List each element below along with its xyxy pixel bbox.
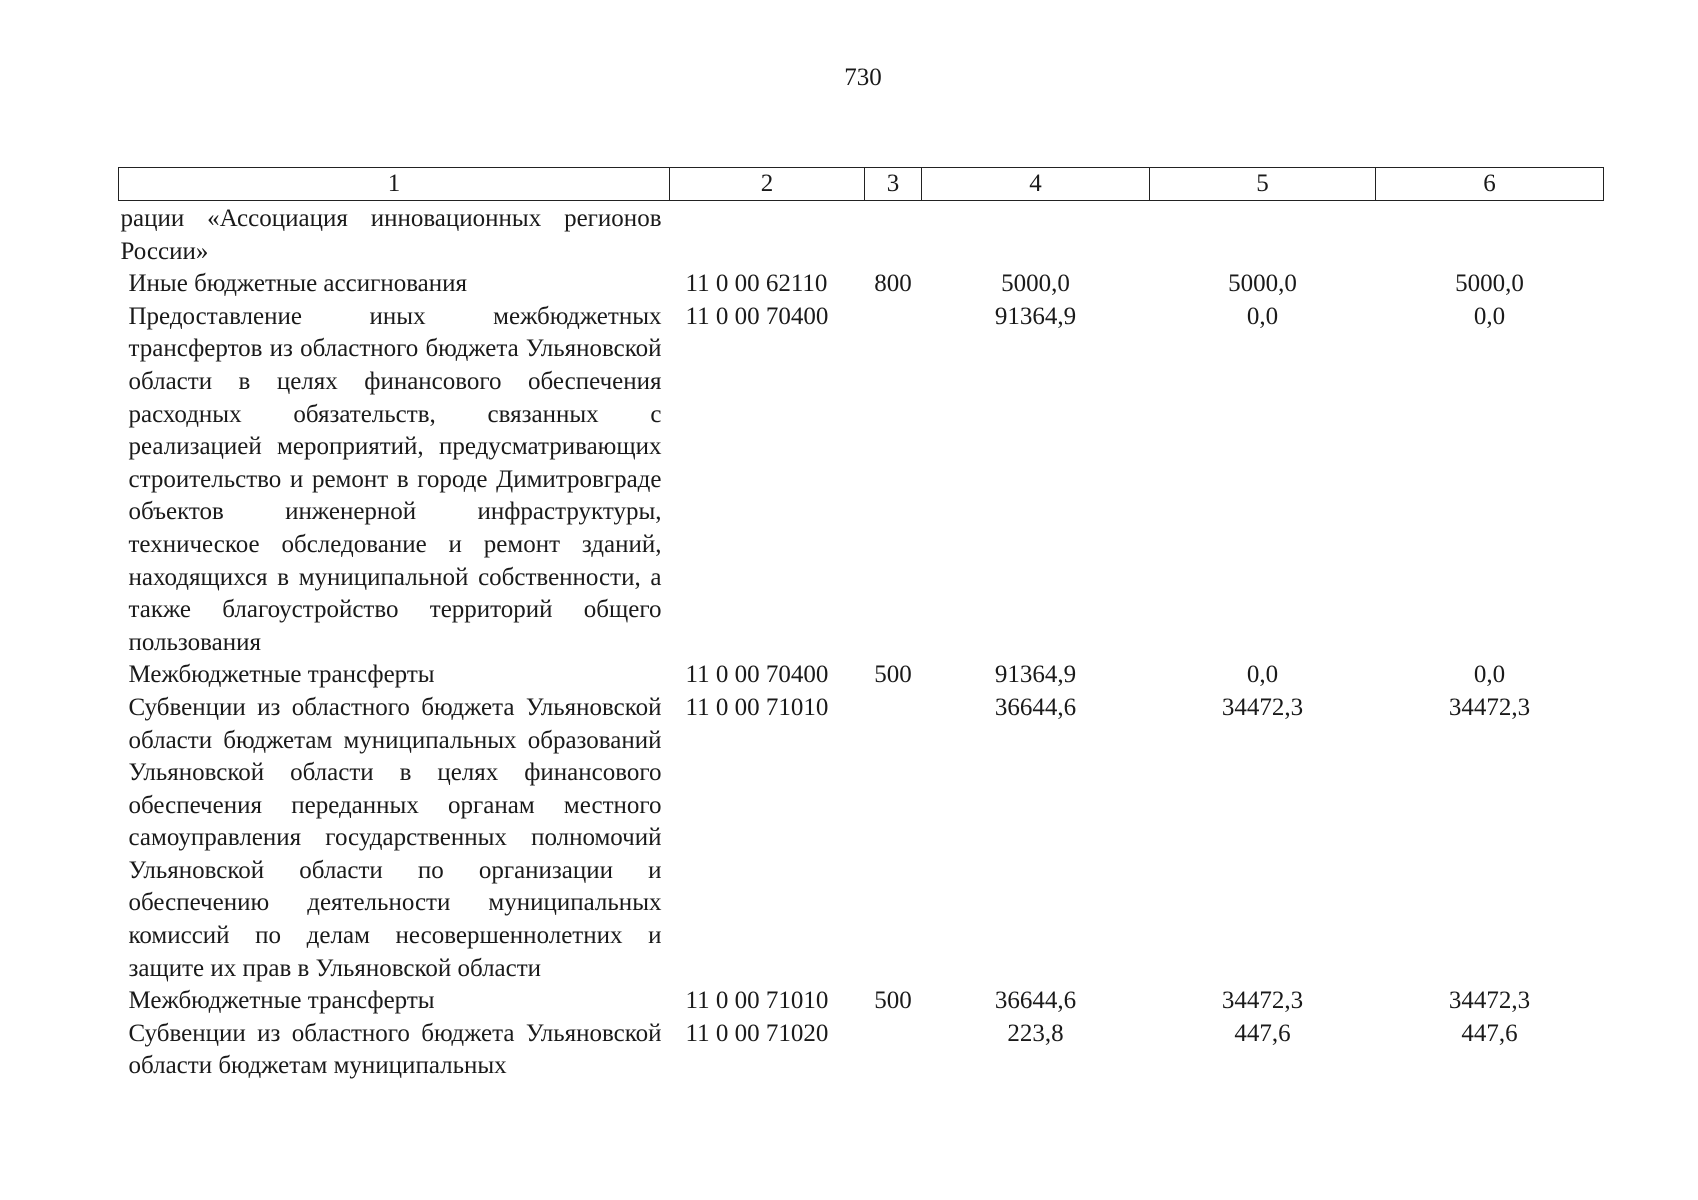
row-value-5: 0,0	[1246, 661, 1279, 689]
row-value-5: 34472,3	[1221, 693, 1304, 721]
row-value-5: 34472,3	[1221, 987, 1304, 1015]
column-header-5: 5	[1150, 168, 1376, 201]
row-code: 11 0 00 70400	[685, 302, 829, 330]
row-value-4: 5000,0	[1001, 270, 1070, 298]
row-expense-type	[865, 301, 922, 660]
row-name: Субвенции из областного бюджета Ульяновской области бюджетам муниципальных	[128, 1019, 662, 1080]
table-row	[119, 985, 1604, 1018]
row-value-6	[1376, 201, 1604, 269]
row-value-6: 34472,3	[1448, 693, 1531, 721]
row-code: 11 0 00 71020	[685, 1019, 829, 1047]
row-expense-type	[865, 692, 922, 985]
row-code	[670, 201, 865, 269]
row-code: 11 0 00 70400	[685, 661, 829, 689]
row-value-5: 0,0	[1246, 302, 1279, 330]
row-value-4: 223,8	[1007, 1019, 1064, 1047]
row-value-4	[922, 201, 1150, 269]
row-value-4: 36644,6	[994, 693, 1077, 721]
row-name: Иные бюджетные ассигнования	[128, 270, 468, 298]
row-name: Межбюджетные трансферты	[128, 661, 435, 689]
row-expense-type	[865, 201, 922, 269]
row-expense-type: 500	[874, 661, 912, 689]
row-name: рации «Ассоциация инновационных регионов России»	[120, 205, 662, 265]
table-row	[119, 1018, 1604, 1083]
row-value-6: 0,0	[1473, 661, 1506, 689]
table-row	[119, 201, 1604, 269]
row-code: 11 0 00 71010	[685, 987, 829, 1015]
header-row	[119, 168, 1604, 201]
column-header-3: 3	[865, 168, 922, 201]
table-row	[119, 301, 1604, 660]
row-expense-type: 500	[874, 987, 912, 1015]
row-value-6: 34472,3	[1448, 987, 1531, 1015]
column-header-4: 4	[922, 168, 1150, 201]
row-value-4: 91364,9	[994, 302, 1077, 330]
row-code: 11 0 00 71010	[685, 693, 829, 721]
row-value-6: 5000,0	[1455, 270, 1524, 298]
row-value-5: 447,6	[1234, 1019, 1291, 1047]
row-value-5: 5000,0	[1228, 270, 1297, 298]
row-expense-type	[865, 1018, 922, 1083]
row-name: Межбюджетные трансферты	[128, 987, 435, 1015]
row-name: Субвенции из областного бюджета Ульяновской области бюджетам муниципальных образований Ульяновской области в целях финансового обеспечения переданных органам местного самоуправления государственных полномочий Ульяновской области по организации и обеспечению деятельности муниципальных комиссий по делам несовершеннолетних и защите их прав в Ульяновской области	[128, 693, 662, 982]
row-value-4: 91364,9	[994, 661, 1077, 689]
row-value-5	[1150, 201, 1376, 269]
row-value-6: 447,6	[1461, 1019, 1518, 1047]
column-header-6: 6	[1376, 168, 1604, 201]
row-name: Предоставление иных межбюджетных трансфертов из областного бюджета Ульяновской области в целях финансового обеспечения расходных обязательств, связанных с реализацией мероприятий, предусматривающих строительство и ремонт в городе Димитровграде объектов инженерной инфраструктуры, техническое обследование и ремонт зданий, находящихся в муниципальной собственности, а также благоустройство территорий общего пользования	[128, 302, 662, 656]
row-code: 11 0 00 62110	[685, 270, 828, 298]
table-row	[119, 692, 1604, 985]
budget-table	[118, 167, 1604, 1083]
column-header-1: 1	[119, 168, 670, 201]
page-number: 730	[844, 64, 882, 91]
row-expense-type: 800	[874, 270, 912, 298]
table-row	[119, 268, 1604, 301]
table-row	[119, 659, 1604, 692]
column-header-2: 2	[670, 168, 865, 201]
row-value-6: 0,0	[1473, 302, 1506, 330]
row-value-4: 36644,6	[994, 987, 1077, 1015]
